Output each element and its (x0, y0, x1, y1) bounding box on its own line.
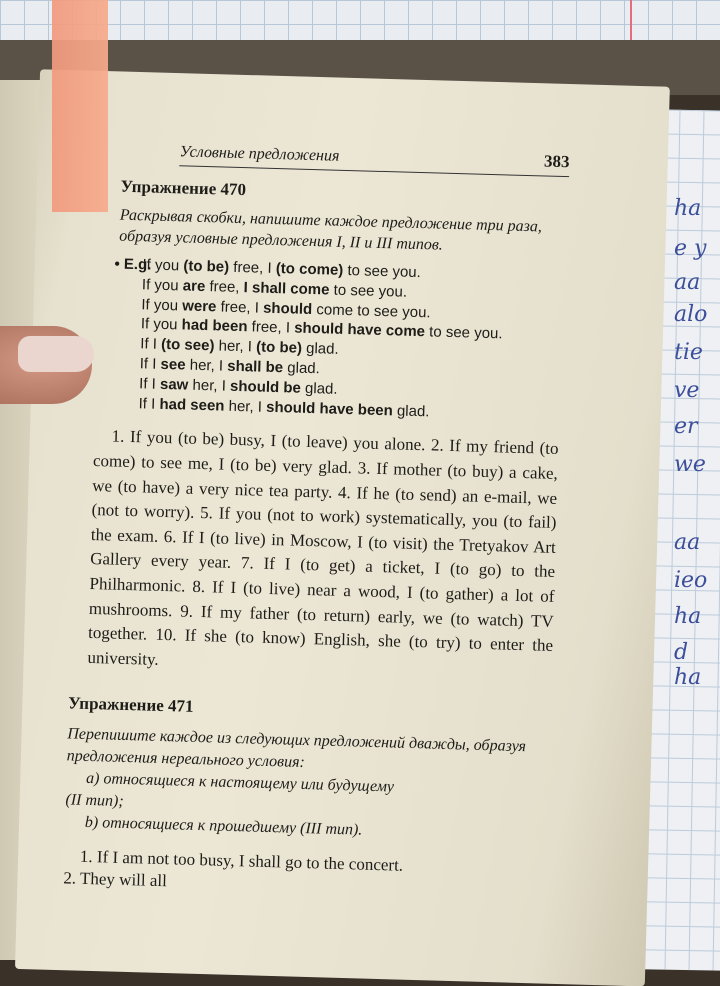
example-bold-part: (to see) (160, 336, 215, 355)
example-bold-part: (to come) (275, 260, 344, 279)
example-bold-part: should have been (265, 398, 394, 419)
handwriting-fragment: ieo (674, 568, 708, 593)
example-text-part: free, I (216, 297, 264, 317)
handwriting-fragment: e y (674, 236, 707, 261)
example-text-part: If you (142, 256, 184, 275)
page-content (41, 138, 582, 904)
example-bold-part: (to be) (183, 257, 230, 276)
example-text-part: glad. (392, 401, 430, 420)
fingernail (18, 336, 94, 372)
example-bold-part: should be (229, 377, 302, 397)
handwriting-fragment: er (674, 414, 698, 439)
example-block (114, 255, 578, 425)
example-text-part: come to see you. (312, 300, 431, 321)
example-text-part: free, I (247, 318, 295, 337)
example-bold-part: I shall come (243, 278, 330, 299)
example-text-part: If I (140, 335, 162, 354)
example-bold-part: should have come (293, 319, 426, 341)
exercise-470-tasks: 1. If you (to be) busy, I (to leave) you alone. 2. If my friend (to come) to see me, I (to be) very glad. 3. If mother (to buy) a cake, we (to have) a very nice tea party. 4. If he (to send) an e-mail, we (not to worry). 5. If you (not to work) systematically, you (to fail) the exam. 6. If I (to live) in Moscow, I (to visit) the Tretyakov Art Gallery every year. 7. If I (to get) a ticket, I (to go) to the Philharmonic. 8. If I (to live) near a wood, I (to gather) a lot of mushrooms. 9. If my father (to return) early, we (to watch) TV together. 10. If she (to know) English, she (to try) to enter the university. (87, 426, 559, 669)
handwriting-fragment: ha (674, 196, 702, 221)
exercise-471-title: Упражнение 471 (67, 693, 194, 717)
example-text-part: If I (138, 394, 160, 413)
handwriting-fragment: tie (674, 340, 703, 365)
example-text-part: to see you. (329, 281, 408, 301)
example-text-part: free, (205, 277, 244, 296)
example-text-part: her, I (188, 376, 231, 395)
example-bold-part: should (262, 299, 313, 318)
example-text-part: glad. (282, 359, 321, 378)
example-bold-part: were (181, 297, 217, 315)
example-text-part: to see you. (424, 323, 503, 343)
example-bold-part: had seen (159, 395, 225, 415)
handwriting-fragment: aa (674, 530, 701, 555)
example-bold-part: saw (159, 375, 189, 394)
handwriting-fragment: aa (674, 270, 701, 295)
example-text-part: her, I (185, 356, 228, 375)
example-bold-part: shall be (227, 357, 284, 377)
exercise-471-instruction-block (65, 724, 538, 847)
handwriting-fragment: we (674, 452, 706, 477)
option-b: b) относящиеся к прошедшему (III тип). (84, 814, 363, 839)
exercise-471-instruction: Перепишите каждое из следующих предложений дважды, образуя предложения нереального условия: (66, 725, 527, 772)
example-text-part: If you (141, 295, 183, 315)
exercise-471-task-2: 2. They will all (63, 868, 168, 891)
eg-label: • E.g. (114, 255, 152, 274)
example-text-part: her, I (224, 397, 267, 416)
page-number: 383 (543, 151, 570, 172)
option-a-continued: (II тип); (65, 791, 124, 811)
example-text-part: If I (138, 375, 161, 393)
example-bold-part: (to be) (255, 338, 303, 357)
example-text-part: If you (140, 315, 182, 334)
handwriting-fragment: ha (674, 604, 702, 629)
handwriting-fragment: ve (674, 378, 700, 403)
handwriting-fragment: d ha (674, 640, 702, 690)
example-text-part: glad. (301, 339, 339, 358)
example-text-part: her, I (214, 337, 257, 356)
example-text-part: If you (141, 276, 184, 295)
exercise-470-title: Упражнение 470 (120, 176, 247, 200)
exercise-471-task-1: 1. If I am not too busy, I shall go to the concert. (79, 847, 404, 876)
sticky-note-bookmark (52, 0, 108, 212)
example-bold-part: had been (181, 316, 248, 336)
running-head: Условные предложения (179, 143, 340, 165)
example-bold-part: see (160, 355, 186, 374)
example-bold-part: are (182, 277, 206, 295)
example-text-part: If I (139, 355, 161, 373)
handwriting-fragment: alo (674, 302, 708, 327)
exercise-470-instruction: Раскрывая скобки, напишите каждое предложение три раза, образуя условные предложения I, II и III типов. (119, 206, 543, 254)
example-text-part: glad. (300, 379, 338, 398)
option-a: a) относящиеся к настоящему или будущему (85, 770, 395, 796)
example-text-part: free, I (228, 258, 277, 278)
example-text-part: to see you. (343, 261, 422, 282)
